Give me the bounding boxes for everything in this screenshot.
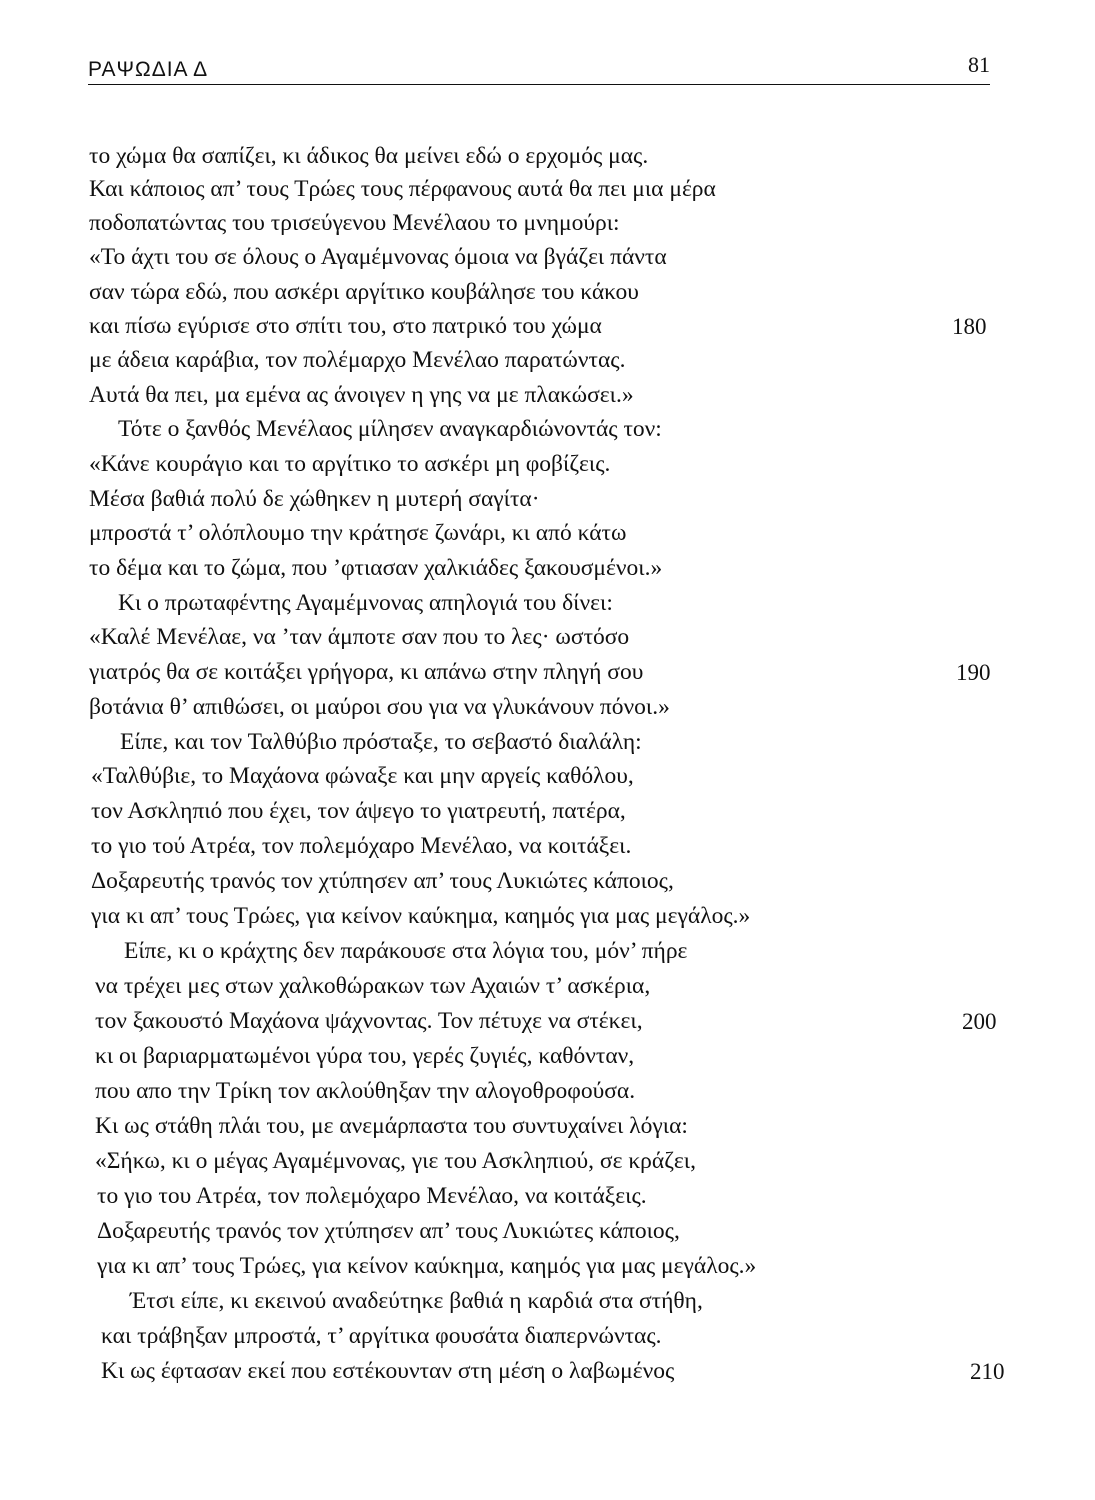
- verse-line: το γιο του Ατρέα, τον πολεμόχαρο Μενέλαο, να κοιτάξεις.: [97, 1183, 647, 1209]
- running-head: ΡΑΨΩΔΙΑ Δ: [88, 58, 209, 81]
- verse-line: τον Ασκληπιό που έχει, τον άψεγο το γιατρευτή, πατέρα,: [91, 798, 626, 824]
- verse-line: Αυτά θα πει, μα εμένα ας άνοιγεν η γης να με πλακώσει.»: [89, 382, 634, 408]
- verse-line: το γιο τού Ατρέα, τον πολεμόχαρο Μενέλαο, να κοιτάξει.: [91, 833, 632, 859]
- verse-line: σαν τώρα εδώ, που ασκέρι αργίτικο κουβάλησε του κάκου: [89, 279, 639, 305]
- verse-line: κι οι βαριαρματωμένοι γύρα του, γερές ζυγιές, καθόνταν,: [95, 1043, 635, 1069]
- verse-line: και πίσω εγύρισε στο σπίτι του, στο πατρικό του χώμα: [89, 313, 602, 339]
- line-number: 190: [956, 660, 991, 685]
- page-number: 81: [968, 52, 990, 77]
- verse-line: Δοξαρευτής τρανός τον χτύπησεν απ’ τους Λυκιώτες κάποιος,: [97, 1218, 680, 1244]
- verse-line: Κι ως στάθη πλάι του, με ανεμάρπαστα του συντυχαίνει λόγια:: [95, 1113, 688, 1139]
- verse-line: το δέμα και το ζώμα, που ’φτιασαν χαλκιάδες ξακουσμένοι.»: [89, 555, 663, 581]
- verse-line: «Καλέ Μενέλαε, να ’ταν άμποτε σαν που το λες· ωστόσο: [89, 624, 630, 650]
- verse-line: Είπε, και τον Ταλθύβιο πρόσταξε, το σεβαστό διαλάλη:: [120, 729, 642, 755]
- verse-line: που απο την Τρίκη τον ακλούθηξαν την αλογοθροφούσα.: [95, 1078, 636, 1104]
- verse-line: Δοξαρευτής τρανός τον χτύπησεν απ’ τους Λυκιώτες κάποιος,: [91, 868, 674, 894]
- line-number: 200: [962, 1009, 997, 1034]
- verse-line: «Ταλθύβιε, το Μαχάονα φώναξε και μην αργείς καθόλου,: [91, 763, 634, 789]
- verse-line: βοτάνια θ’ απιθώσει, οι μαύροι σου για να γλυκάνουν πόνοι.»: [89, 694, 670, 720]
- verse-line: «Σήκω, κι ο μέγας Αγαμέμνονας, γιε του Ασκληπιού, σε κράζει,: [95, 1148, 696, 1174]
- verse-line: Είπε, κι ο κράχτης δεν παράκουσε στα λόγια του, μόν’ πήρε: [124, 938, 688, 964]
- verse-line: Και κάποιος απ’ τους Τρώες τους πέρφανους αυτά θα πει μια μέρα: [89, 176, 716, 202]
- verse-line: τον ξακουστό Μαχάονα ψάχνοντας. Τον πέτυχε να στέκει,: [95, 1008, 643, 1034]
- verse-line: μπροστά τ’ ολόπλουμο την κράτησε ζωνάρι, κι από κάτω: [89, 520, 627, 546]
- verse-line: Τότε ο ξανθός Μενέλαος μίλησεν αναγκαρδιώνοντάς τον:: [118, 416, 662, 442]
- verse-line: ποδοπατώντας του τρισεύγενου Μενέλαου το μνημούρι:: [89, 210, 620, 236]
- verse-line: Έτσι είπε, κι εκεινού αναδεύτηκε βαθιά η καρδιά στα στήθη,: [130, 1288, 703, 1314]
- verse-line: «Το άχτι του σε όλους ο Αγαμέμνονας όμοια να βγάζει πάντα: [89, 244, 667, 270]
- verse-line: να τρέχει μες στων χαλκοθώρακων των Αχαιών τ’ ασκέρια,: [95, 973, 651, 999]
- verse-line: Κι ο πρωταφέντης Αγαμέμνονας απηλογιά του δίνει:: [118, 590, 613, 616]
- verse-line: Μέσα βαθιά πολύ δε χώθηκεν η μυτερή σαγίτα·: [89, 486, 540, 512]
- verse-line: γιατρός θα σε κοιτάξει γρήγορα, κι απάνω στην πληγή σου: [89, 659, 644, 685]
- verse-line: και τράβηξαν μπροστά, τ’ αργίτικα φουσάτα διαπερνώντας.: [101, 1323, 662, 1349]
- verse-line: Κι ως έφτασαν εκεί που εστέκουνταν στη μέση ο λαβωμένος: [101, 1358, 675, 1384]
- verse-line: για κι απ’ τους Τρώες, για κείνον καύκημα, καημός για μας μεγάλος.»: [97, 1253, 757, 1279]
- line-number: 210: [970, 1359, 1005, 1384]
- verse-line: για κι απ’ τους Τρώες, για κείνον καύκημα, καημός για μας μεγάλος.»: [91, 903, 751, 929]
- verse-line: «Κάνε κουράγιο και το αργίτικο το ασκέρι μη φοβίζεις.: [89, 451, 611, 477]
- verse-line: το χώμα θα σαπίζει, κι άδικος θα μείνει εδώ ο ερχομός μας.: [89, 143, 649, 169]
- line-number: 180: [952, 314, 987, 339]
- verse-line: με άδεια καράβια, τον πολέμαρχο Μενέλαο παρατώντας.: [89, 347, 626, 373]
